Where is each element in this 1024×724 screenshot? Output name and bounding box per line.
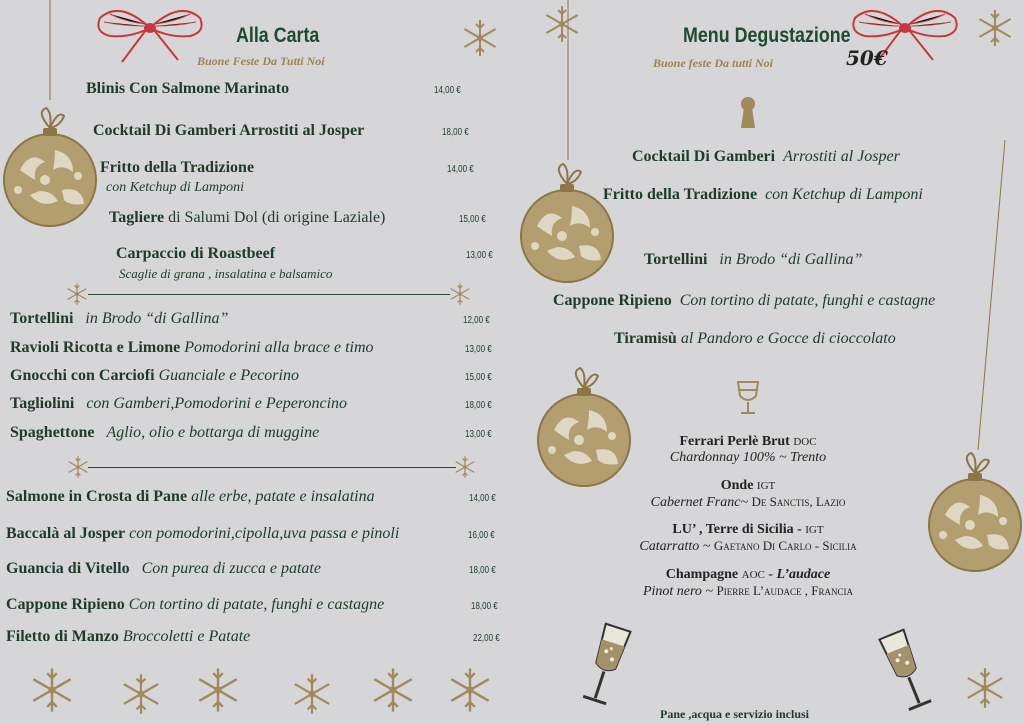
snowflake-icon: [124, 674, 158, 714]
menu-item-price: 16,00 €: [468, 530, 495, 541]
tasting-price: 50€: [846, 46, 888, 70]
section-divider: [88, 294, 450, 295]
menu-item: Gnocchi con Carciofi Guanciale e Pecorino: [10, 367, 299, 384]
wine-item: Champagne AOC - L’audace Pinot nero ~ Pierre L’audace , Francia: [642, 567, 854, 599]
snowflake-icon: [546, 6, 577, 42]
snowflake-icon: [295, 674, 329, 714]
menu-item: Carpaccio di Roastbeef: [116, 245, 276, 262]
ornament-ball-icon: [521, 164, 613, 282]
menu-item: Blinis Con Salmone Marinato: [86, 80, 290, 97]
menu-item-desc: con Ketchup di Lamponi: [106, 180, 245, 195]
ornament-ball-icon: [929, 453, 1021, 571]
menu-item: Fritto della Tradizione: [100, 159, 255, 176]
snowflake-icon: [199, 668, 236, 711]
menu-item: Salmone in Crosta di Pane alle erbe, patate e insalatina: [6, 488, 375, 505]
champagne-glass-icon: [582, 624, 630, 704]
menu-item: Guancia di Vitello Con purea di zucca e patate: [6, 560, 321, 577]
course-item: Fritto della Tradizione con Ketchup di Lamponi: [603, 186, 923, 203]
wine-glass-icon: [738, 382, 758, 413]
snowflake-icon: [968, 668, 1002, 708]
menu-item-price: 22,00 €: [473, 633, 500, 644]
wine-item: LU’ , Terre di Sicilia - IGT Catarratto ~ Gaetano Di Carlo - Sicilia: [639, 522, 857, 554]
menu-item-price: 18,00 €: [442, 127, 469, 138]
snowflake-icon: [374, 668, 411, 711]
menu-item-price: 18,00 €: [469, 565, 496, 576]
snowflake-icon: [451, 668, 488, 711]
menu-item-price: 15,00 €: [459, 214, 486, 225]
snowflake-icon: [68, 283, 87, 305]
menu-item: Tagliolini con Gamberi,Pomodorini e Peperoncino: [10, 395, 348, 412]
menu-item-price: 13,00 €: [465, 429, 492, 440]
menu-item-price: 14,00 €: [434, 85, 461, 96]
menu-item-price: 18,00 €: [465, 400, 492, 411]
menu-item: Baccalà al Josper con pomodorini,cipolla,uva passa e pinoli: [6, 525, 400, 542]
wine-item: Ferrari Perlè Brut DOC Chardonnay 100% ~ Trento: [669, 434, 827, 465]
section-divider: [88, 467, 456, 468]
ornament-ball-icon: [538, 368, 630, 486]
menu-item-price: 13,00 €: [466, 250, 493, 261]
menu-item-price: 18,00 €: [471, 601, 498, 612]
menu-item-price: 14,00 €: [469, 493, 496, 504]
footer-note: Pane ,acqua e servizio inclusi: [660, 707, 809, 721]
menu-item-price: 14,00 €: [447, 164, 474, 175]
champagne-glass-icon: [879, 630, 932, 710]
menu-item-price: 15,00 €: [465, 372, 492, 383]
wine-item: Onde IGT Cabernet Franc~ De Sanctis, Lazio: [650, 478, 846, 510]
menu-item: Tagliere di Salumi Dol (di origine Laziale): [109, 209, 386, 226]
snowflake-icon: [451, 283, 470, 305]
snowflake-icon: [464, 20, 495, 56]
page-title: Alla Carta: [236, 24, 320, 47]
menu-item: Cappone Ripieno Con tortino di patate, funghi e castagne: [6, 596, 385, 613]
keyhole-icon: [741, 97, 755, 128]
menu-item: Filetto di Manzo Broccoletti e Patate: [6, 628, 251, 645]
course-item: Cappone Ripieno Con tortino di patate, funghi e castagne: [553, 292, 936, 309]
snowflake-icon: [456, 456, 475, 478]
menu-item: Cocktail Di Gamberi Arrostiti al Josper: [93, 122, 365, 139]
snowflake-icon: [33, 668, 70, 711]
page-title: Menu Degustazione: [683, 24, 851, 47]
snowflake-icon: [69, 456, 88, 478]
menu-item-price: 12,00 €: [463, 315, 490, 326]
menu-item-price: 13,00 €: [465, 344, 492, 355]
menu-item: Spaghettone Aglio, olio e bottarga di muggine: [10, 424, 320, 441]
course-item: Cocktail Di Gamberi Arrostiti al Josper: [632, 148, 900, 165]
course-item: Tiramisù al Pandoro e Gocce di cioccolato: [614, 330, 896, 347]
ribbon-bow-icon: [98, 11, 201, 62]
page-subtitle: Buone Feste Da Tutti Noi: [197, 54, 325, 68]
ornament-ball-icon: [4, 108, 96, 226]
page-subtitle: Buone feste Da tutti Noi: [653, 56, 774, 70]
menu-item-desc: Scaglie di grana , insalatina e balsamico: [119, 266, 333, 281]
course-item: Tortellini in Brodo “di Gallina”: [644, 251, 863, 268]
menu-item: Ravioli Ricotta e Limone Pomodorini alla brace e timo: [10, 339, 374, 356]
menu-item: Tortellini in Brodo “di Gallina”: [10, 310, 229, 327]
snowflake-icon: [979, 10, 1010, 46]
